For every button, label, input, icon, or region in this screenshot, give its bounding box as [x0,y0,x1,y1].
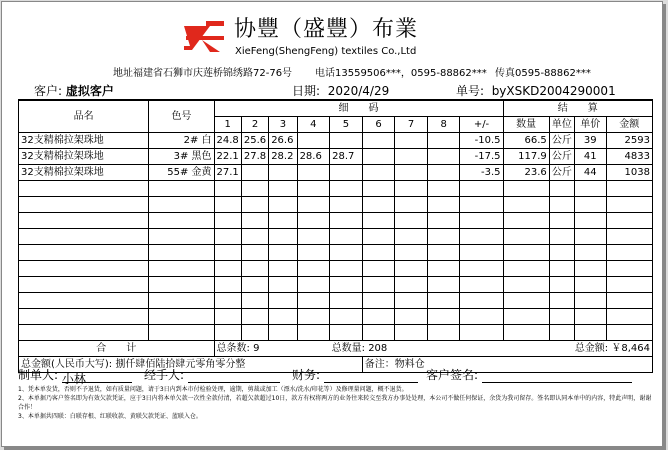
date-value: 2020/4/29 [327,84,390,98]
terms-notes [18,385,654,421]
customer-label: 客户: [34,84,63,98]
empty-cell [606,261,652,277]
company-fax: 传真0595-88862*** [495,68,591,79]
unit-cell: 公斤 [549,149,574,165]
empty-cell [297,261,330,277]
size-cell [395,149,428,165]
empty-cell [362,213,395,229]
customer-sign-label: 客户签名: [426,368,479,382]
empty-cell [549,213,574,229]
empty-cell [606,197,652,213]
table-row [19,229,653,245]
unit-cell: 公斤 [549,133,574,149]
company-name: 协豐（盛豐）布業 [234,17,419,42]
order-table [18,99,653,373]
empty-cell [549,325,574,341]
empty-cell [149,261,214,277]
empty-cell [19,245,149,261]
color-cell: 2# 白 [149,133,214,149]
note-line: 3、本单据共四联：白联存根、红联收款、黄联欠款凭证、蓝联入仓。 [18,413,202,420]
amount-cell: 1038 [606,165,652,181]
empty-cell [395,181,428,197]
table-row [19,181,653,197]
empty-cell [549,261,574,277]
size-col-header: 1 [214,117,241,133]
amount-in-words: 总金额(人民币大写): 捌仟肆佰陆拾肆元零角零分整 [19,357,363,373]
size-cell [427,165,460,181]
size-cell [297,165,330,181]
amount-cell: 2593 [606,133,652,149]
table-row [19,149,653,165]
empty-cell [503,325,549,341]
company-logo-icon [180,16,228,56]
empty-cell [149,245,214,261]
empty-cell [214,261,241,277]
size-cell: 28.6 [297,149,330,165]
handler-label: 经手人: [144,368,185,382]
empty-cell [214,293,241,309]
col-color-header: 色号 [149,100,214,133]
finance-label: 财务: [292,368,321,382]
size-cell [269,165,297,181]
empty-cell [297,181,330,197]
empty-cell [395,325,428,341]
empty-cell [460,181,503,197]
table-row [19,213,653,229]
empty-cell [214,197,241,213]
size-cell [330,133,363,149]
customer-sign-line [482,370,632,383]
empty-cell [460,309,503,325]
size-col-header: 6 [362,117,395,133]
order-value: byXSKD2004290001 [491,84,616,98]
size-col-header: 5 [330,117,363,133]
empty-cell [297,245,330,261]
empty-cell [575,197,607,213]
table-row [19,245,653,261]
empty-cell [269,261,297,277]
empty-cell [241,197,268,213]
diff-cell: -17.5 [460,149,503,165]
empty-cell [427,325,460,341]
empty-cell [460,277,503,293]
empty-cell [149,181,214,197]
empty-cell [241,213,268,229]
empty-cell [575,213,607,229]
settle-col-header: 单位 [549,117,574,133]
empty-cell [241,181,268,197]
empty-cell [460,213,503,229]
quantity-cell: 117.9 [503,149,549,165]
handler-field [144,366,280,383]
empty-cell [297,277,330,293]
empty-cell [241,229,268,245]
empty-cell [549,181,574,197]
empty-cell [214,309,241,325]
col-sizes-header: 细 码 [214,100,503,117]
size-col-header: 3 [269,117,297,133]
company-address: 地址福建省石狮市庆莲桥锦绣路72-76号 [113,68,293,79]
product-cell: 32支精棉拉架珠地 [19,133,149,149]
empty-cell [214,213,241,229]
empty-cell [269,181,297,197]
empty-cell [362,261,395,277]
empty-cell [241,293,268,309]
empty-cell [503,245,549,261]
empty-cell [362,325,395,341]
customer-value: 虚拟客户 [65,84,114,98]
col-settlement-header: 结 算 [503,100,652,117]
date-label: 日期: [292,84,321,98]
empty-cell [269,229,297,245]
table-row [19,133,653,149]
finance-line [324,370,418,383]
delivery-note [1,1,663,447]
empty-cell [330,229,363,245]
empty-cell [503,261,549,277]
empty-cell [19,261,149,277]
empty-cell [575,261,607,277]
empty-cell [19,277,149,293]
empty-cell [549,293,574,309]
size-col-header: 4 [297,117,330,133]
empty-cell [549,197,574,213]
empty-cell [241,261,268,277]
empty-cell [330,181,363,197]
total-label: 合 计 [19,341,215,357]
order-number-field [456,82,616,99]
empty-cell [503,213,549,229]
empty-cell [606,181,652,197]
empty-cell [362,309,395,325]
customer-field [34,82,114,99]
empty-cell [19,181,149,197]
diff-cell: -10.5 [460,133,503,149]
empty-cell [549,229,574,245]
empty-cell [575,277,607,293]
empty-cell [395,261,428,277]
table-header-row [19,100,653,117]
table-row [19,309,653,325]
empty-cell [269,277,297,293]
empty-cell [214,181,241,197]
empty-cell [297,309,330,325]
empty-cell [575,229,607,245]
diff-cell: -3.5 [460,165,503,181]
empty-cell [214,245,241,261]
empty-cell [362,181,395,197]
size-cell: 28.2 [269,149,297,165]
empty-cell [427,229,460,245]
empty-cell [503,197,549,213]
empty-cell [330,245,363,261]
size-col-header: 7 [395,117,428,133]
empty-cell [575,181,607,197]
empty-cell [330,261,363,277]
empty-cell [269,213,297,229]
total-row [19,341,653,357]
size-cell: 22.1 [214,149,241,165]
quantity-cell: 23.6 [503,165,549,181]
empty-cell [19,197,149,213]
empty-cell [460,245,503,261]
empty-cell [214,229,241,245]
empty-cell [606,245,652,261]
empty-cell [269,325,297,341]
price-cell: 39 [575,133,607,149]
empty-cell [149,325,214,341]
empty-cell [362,277,395,293]
empty-cell [503,293,549,309]
empty-cell [427,261,460,277]
empty-cell [330,325,363,341]
empty-cell [575,245,607,261]
date-field [292,82,389,99]
empty-cell [427,293,460,309]
empty-cell [269,245,297,261]
maker-field [18,366,132,386]
table-row [19,261,653,277]
empty-cell [241,309,268,325]
size-cell [297,133,330,149]
unit-cell: 公斤 [549,165,574,181]
empty-cell [395,277,428,293]
empty-cell [606,229,652,245]
finance-field [292,366,418,383]
empty-cell [503,229,549,245]
handler-line [188,370,280,383]
empty-cell [575,293,607,309]
size-cell: 26.6 [269,133,297,149]
empty-cell [330,197,363,213]
size-cell [362,165,395,181]
size-cell [362,133,395,149]
size-cell [427,133,460,149]
size-cell [395,133,428,149]
size-cell [395,165,428,181]
note-line: 1、凭本单发货，否则不予退货，如有质量问题，请于3日内到本市付检验处理，逾期，剪裁或加工（漂水/洗水/印花等）及修理量问题，概不退货。 [18,386,408,393]
empty-cell [297,213,330,229]
empty-cell [503,181,549,197]
empty-cell [427,245,460,261]
empty-cell [19,309,149,325]
empty-cell [606,277,652,293]
empty-cell [19,325,149,341]
empty-cell [269,293,297,309]
empty-cell [214,325,241,341]
empty-cell [395,293,428,309]
empty-cell [362,293,395,309]
empty-cell [549,277,574,293]
empty-cell [427,181,460,197]
size-cell: 27.1 [214,165,241,181]
size-cell: 25.6 [241,133,268,149]
customer-sign-field [426,366,632,383]
note-line: 2、本单据乃客户签名即为有效欠款凭证，应于3日内将本单欠款一次性全款付清，若超欠款超过10日，款方有权将两方的业务往来转交至我方办事处处理，本公司不做任何保证，余货为我司留存。签名即认同本单中的内容，特此声明，谢谢合作！ [18,395,652,411]
empty-cell [149,229,214,245]
settle-col-header: 数量 [503,117,549,133]
empty-cell [427,197,460,213]
settle-col-header: 单价 [575,117,607,133]
table-row [19,277,653,293]
empty-cell [241,245,268,261]
empty-cell [549,309,574,325]
product-cell: 32支精棉拉架珠地 [19,165,149,181]
size-col-header: 8 [427,117,460,133]
empty-cell [149,197,214,213]
price-cell: 41 [575,149,607,165]
empty-cell [330,277,363,293]
table-row [19,325,653,341]
empty-cell [297,229,330,245]
empty-cell [269,197,297,213]
empty-cell [503,309,549,325]
size-cell [330,165,363,181]
empty-cell [427,213,460,229]
empty-cell [575,309,607,325]
empty-cell [149,277,214,293]
empty-cell [460,325,503,341]
remark: 备注：物料仓 [362,357,652,373]
empty-cell [149,309,214,325]
empty-cell [241,325,268,341]
empty-cell [606,309,652,325]
empty-cell [19,213,149,229]
empty-cell [606,325,652,341]
empty-cell [362,197,395,213]
empty-cell [297,325,330,341]
empty-cell [330,213,363,229]
empty-cell [269,309,297,325]
color-cell: 55# 金黄 [149,165,214,181]
empty-cell [395,213,428,229]
empty-cell [427,277,460,293]
empty-cell [549,245,574,261]
total-pieces: 总条数: 9 [214,341,330,357]
quantity-cell: 66.5 [503,133,549,149]
empty-cell [460,229,503,245]
color-cell: 3# 黑色 [149,149,214,165]
company-phone: 电话13559506***，0595-88862*** [315,68,487,79]
empty-cell [330,309,363,325]
total-amount: 总金额: ￥8,464 [503,341,652,357]
order-label: 单号: [456,84,485,98]
maker-value: 小林 [62,370,132,383]
size-cell: 24.8 [214,133,241,149]
empty-cell [297,293,330,309]
empty-cell [149,213,214,229]
empty-cell [460,261,503,277]
empty-cell [606,293,652,309]
size-cell: 27.8 [241,149,268,165]
size-cell [427,149,460,165]
amount-cell: 4833 [606,149,652,165]
empty-cell [460,197,503,213]
settle-col-header: 金额 [606,117,652,133]
empty-cell [330,293,363,309]
maker-label: 制单人: [18,368,59,382]
total-quantity: 总数量: 208 [330,341,503,357]
table-row [19,293,653,309]
empty-cell [297,197,330,213]
empty-cell [214,277,241,293]
empty-cell [395,197,428,213]
empty-cell [606,213,652,229]
size-cell [241,165,268,181]
size-col-header: 2 [241,117,268,133]
empty-cell [19,229,149,245]
company-name-en: XieFeng(ShengFeng) textiles Co.,Ltd [235,46,417,57]
empty-cell [19,293,149,309]
empty-cell [395,245,428,261]
empty-cell [362,229,395,245]
empty-cell [241,277,268,293]
empty-cell [395,229,428,245]
empty-cell [460,293,503,309]
size-cell: 28.7 [330,149,363,165]
price-cell: 44 [575,165,607,181]
table-row [19,197,653,213]
empty-cell [503,277,549,293]
size-col-header: +/- [460,117,503,133]
size-cell [362,149,395,165]
col-product-header: 品名 [19,100,149,133]
empty-cell [575,325,607,341]
empty-cell [362,245,395,261]
empty-cell [395,309,428,325]
table-row [19,165,653,181]
empty-cell [149,293,214,309]
product-cell: 32支精棉拉架珠地 [19,149,149,165]
empty-cell [427,309,460,325]
